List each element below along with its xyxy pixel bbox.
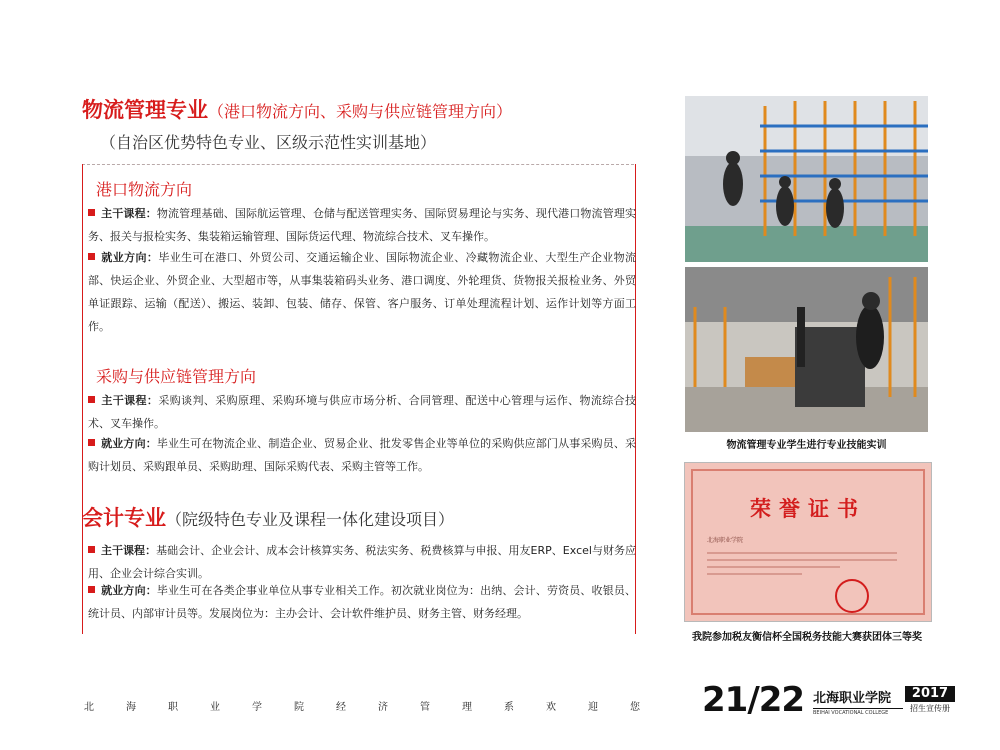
footer-char: 迎	[588, 702, 598, 713]
footer-char: 经	[336, 702, 346, 713]
port-core-text: 物流管理基础、国际航运管理、仓储与配送管理实务、国际贸易理论与实务、现代港口物流管理实务、报关与报检实务、集装箱运输管理、国际货运代理、物流综合技术、叉车操作。	[88, 207, 636, 243]
college-name-en: BEIHAI VOCATIONAL COLLEGE	[813, 708, 903, 716]
purchasing-job	[88, 432, 636, 478]
bullet-icon	[88, 209, 95, 216]
photo-caption-certificate: 我院参加税友衡信杯全国税务技能大赛获团体三等奖	[692, 632, 922, 643]
port-job	[88, 246, 636, 338]
port-core-label: 主干课程：	[101, 207, 157, 220]
footer-char: 管	[420, 702, 430, 713]
footer-char: 欢	[546, 702, 556, 713]
footer-char: 济	[378, 702, 388, 713]
purchasing-core-label: 主干课程：	[101, 394, 159, 407]
year-label: 2017	[905, 686, 955, 702]
logistics-title	[82, 94, 512, 124]
red-seal-icon	[835, 579, 869, 613]
honor-certificate-photo	[684, 462, 932, 622]
logistics-title-paren: （港口物流方向、采购与供应链管理方向）	[208, 102, 513, 121]
footer-char: 学	[252, 702, 262, 713]
accounting-job	[88, 579, 636, 625]
purchasing-core-text: 采购谈判、采购原理、采购环境与供应市场分析、合同管理、配送中心管理与运作、物流综合技术、叉车操作。	[88, 394, 637, 430]
footer-char: 北	[84, 702, 94, 713]
page-numbers: 21/22	[702, 680, 805, 720]
accounting-job-text: 毕业生可在各类企事业单位从事专业相关工作。初次就业岗位为：出纳、会计、劳资员、收银员、统计员、内部审计员等。发展岗位为：主办会计、会计软件维护员、财务主管、财务经理。	[88, 584, 636, 620]
bullet-icon	[88, 586, 95, 593]
purchasing-job-label: 就业方向：	[101, 437, 157, 450]
college-logo	[813, 687, 903, 716]
accounting-title	[82, 502, 454, 532]
accounting-title-paren: （院级特色专业及课程一体化建设项目）	[166, 510, 455, 529]
footer-char: 海	[126, 702, 136, 713]
purchasing-core	[88, 389, 636, 435]
certificate-name: 北海职业学院	[707, 537, 744, 544]
footer-char: 职	[168, 702, 178, 713]
accounting-core-text: 基础会计、企业会计、成本会计核算实务、税法实务、税费核算与申报、用友ERP、Excel与财务应用、企业会计综合实训。	[88, 544, 636, 580]
certificate-title: 荣誉证书	[750, 496, 866, 521]
bullet-icon	[88, 396, 95, 403]
bullet-icon	[88, 439, 95, 446]
certificate-text-lines	[707, 547, 897, 580]
port-heading: 港口物流方向	[96, 180, 193, 199]
accounting-title-main: 会计专业	[82, 506, 166, 530]
accounting-core-label: 主干课程：	[101, 544, 157, 557]
brochure-label: 招生宣传册	[910, 704, 950, 713]
footer-slogan	[84, 698, 640, 713]
footer-char: 院	[294, 702, 304, 713]
logistics-subtitle: （自治区优势特色专业、区级示范性实训基地）	[100, 133, 437, 152]
year-badge	[905, 686, 955, 714]
footer-char: 系	[504, 702, 514, 713]
college-name-cn: 北海职业学院	[813, 691, 892, 706]
photo-caption-training: 物流管理专业学生进行专业技能实训	[726, 440, 887, 451]
accounting-job-label: 就业方向：	[101, 584, 157, 597]
port-job-label: 就业方向：	[101, 251, 159, 264]
bullet-icon	[88, 253, 95, 260]
section-divider	[82, 164, 634, 165]
purchasing-job-text: 毕业生可在物流企业、制造企业、贸易企业、批发零售企业等单位的采购供应部门从事采购员、采购计划员、采购跟单员、采购助理、国际采购代表、采购主管等工作。	[88, 437, 636, 473]
logistics-title-main: 物流管理专业	[82, 98, 208, 122]
footer-char: 业	[210, 702, 220, 713]
port-job-text: 毕业生可在港口、外贸公司、交通运输企业、国际物流企业、冷藏物流企业、大型生产企业物流部、快运企业、外贸企业、大型超市等，从事集装箱码头业务、港口调度、外轮理货、货物报关报检业务、外贸单证跟踪、运输（配送）、搬运、装卸、包装、储存、保管、客户服务、订单处理流程计划、运作计划等方面工作。	[88, 251, 637, 333]
warehouse-shelves-photo	[685, 96, 928, 262]
purchasing-heading: 采购与供应链管理方向	[96, 367, 257, 386]
bullet-icon	[88, 546, 95, 553]
forklift-training-photo	[685, 267, 928, 432]
footer-char: 您	[630, 702, 640, 713]
footer-char: 理	[462, 702, 472, 713]
left-accent-line	[82, 164, 83, 634]
port-core	[88, 202, 636, 248]
